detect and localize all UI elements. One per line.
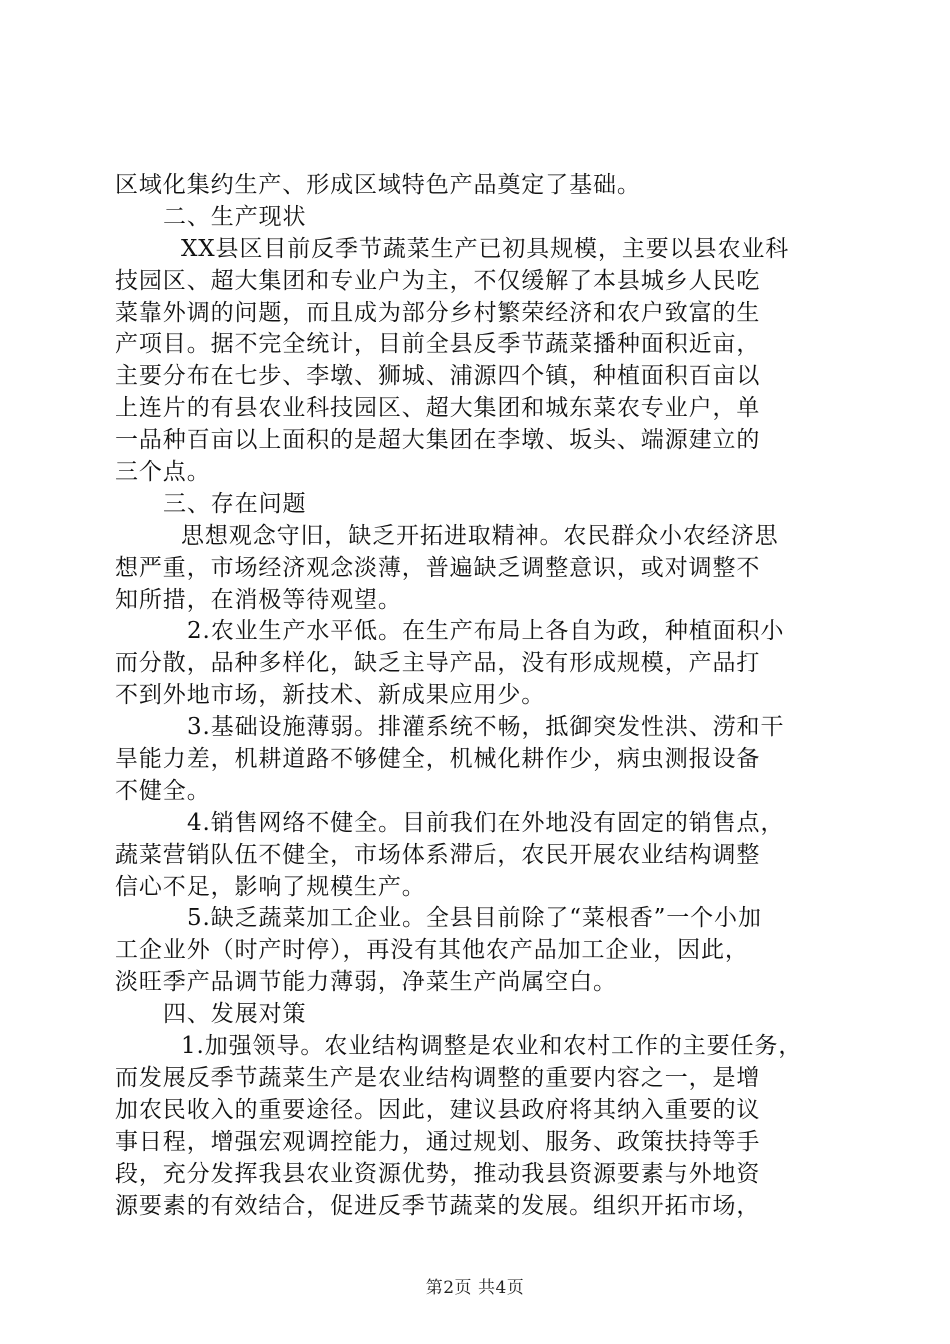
page-footer: 第2页 共4页 (425, 1278, 525, 1298)
text-line: XX县区目前反季节蔬菜生产已初具规模，主要以县农业科 (181, 235, 790, 262)
text-line: 产项目。据不完全统计，目前全县反季节蔬菜播种面积近亩， (115, 331, 761, 358)
text-line: 不到外地市场，新技术、新成果应用少。 (115, 682, 546, 709)
text-line: 技园区、超大集团和专业户为主，不仅缓解了本县城乡人民吃 (115, 267, 761, 294)
text-line: 而分散，品种多样化，缺乏主导产品，没有形成规模，产品打 (115, 650, 761, 677)
text-line: 事日程，增强宏观调控能力，通过规划、服务、政策扶持等手 (115, 1128, 761, 1155)
text-line: 旱能力差，机耕道路不够健全，机械化耕作少，病虫测报设备 (115, 746, 761, 773)
text-line: 一品种百亩以上面积的是超大集团在李墩、坂头、端源建立的 (115, 427, 761, 454)
section-heading: 四、发展对策 (163, 1001, 307, 1028)
text-line: 1.加强领导。农业结构调整是农业和农村工作的主要任务， (181, 1033, 803, 1060)
text-line: 工企业外（时产时停），再没有其他农产品加工企业，因此， (115, 937, 749, 964)
section-heading: 三、存在问题 (163, 490, 307, 517)
text-line: 思想观念守旧，缺乏开拓进取精神。农民群众小农经济思 (181, 522, 779, 549)
text-line: 区域化集约生产、形成区域特色产品奠定了基础。 (115, 172, 641, 198)
text-line: 3.基础设施薄弱。排灌系统不畅，抵御突发性洪、涝和干 (187, 714, 785, 741)
text-line: 加农民收入的重要途径。因此，建议县政府将其纳入重要的议 (115, 1096, 761, 1123)
text-line: 淡旺季产品调节能力薄弱，净菜生产尚属空白。 (115, 969, 617, 996)
text-line: 源要素的有效结合，促进反季节蔬菜的发展。组织开拓市场， (115, 1192, 761, 1219)
text-line: 菜靠外调的问题，而且成为部分乡村繁荣经济和农户致富的生 (115, 299, 761, 326)
text-line: 4.销售网络不健全。目前我们在外地没有固定的销售点， (187, 809, 785, 836)
text-line: 段，充分发挥我县农业资源优势，推动我县资源要素与外地资 (115, 1160, 761, 1187)
text-line: 知所措，在消极等待观望。 (115, 586, 402, 613)
text-line: 蔬菜营销队伍不健全，市场体系滞后，农民开展农业结构调整 (115, 841, 761, 868)
text-line: 2.农业生产水平低。在生产布局上各自为政，种植面积小 (187, 618, 785, 645)
document-body (115, 170, 835, 1222)
section-heading: 二、生产现状 (163, 203, 307, 230)
text-line: 主要分布在七步、李墩、狮城、浦源四个镇，种植面积百亩以 (115, 363, 761, 390)
text-line: 上连片的有县农业科技园区、超大集团和城东菜农专业户，单 (115, 395, 761, 422)
text-line: 5.缺乏蔬菜加工企业。全县目前除了“菜根香”一个小加 (187, 905, 762, 932)
text-line: 想严重，市场经济观念淡薄，普遍缺乏调整意识，或对调整不 (115, 554, 761, 581)
text-line: 不健全。 (115, 777, 211, 804)
text-line: 信心不足，影响了规模生产。 (115, 873, 426, 900)
text-line: 三个点。 (115, 459, 211, 486)
text-line: 而发展反季节蔬菜生产是农业结构调整的重要内容之一，是增 (115, 1064, 761, 1091)
